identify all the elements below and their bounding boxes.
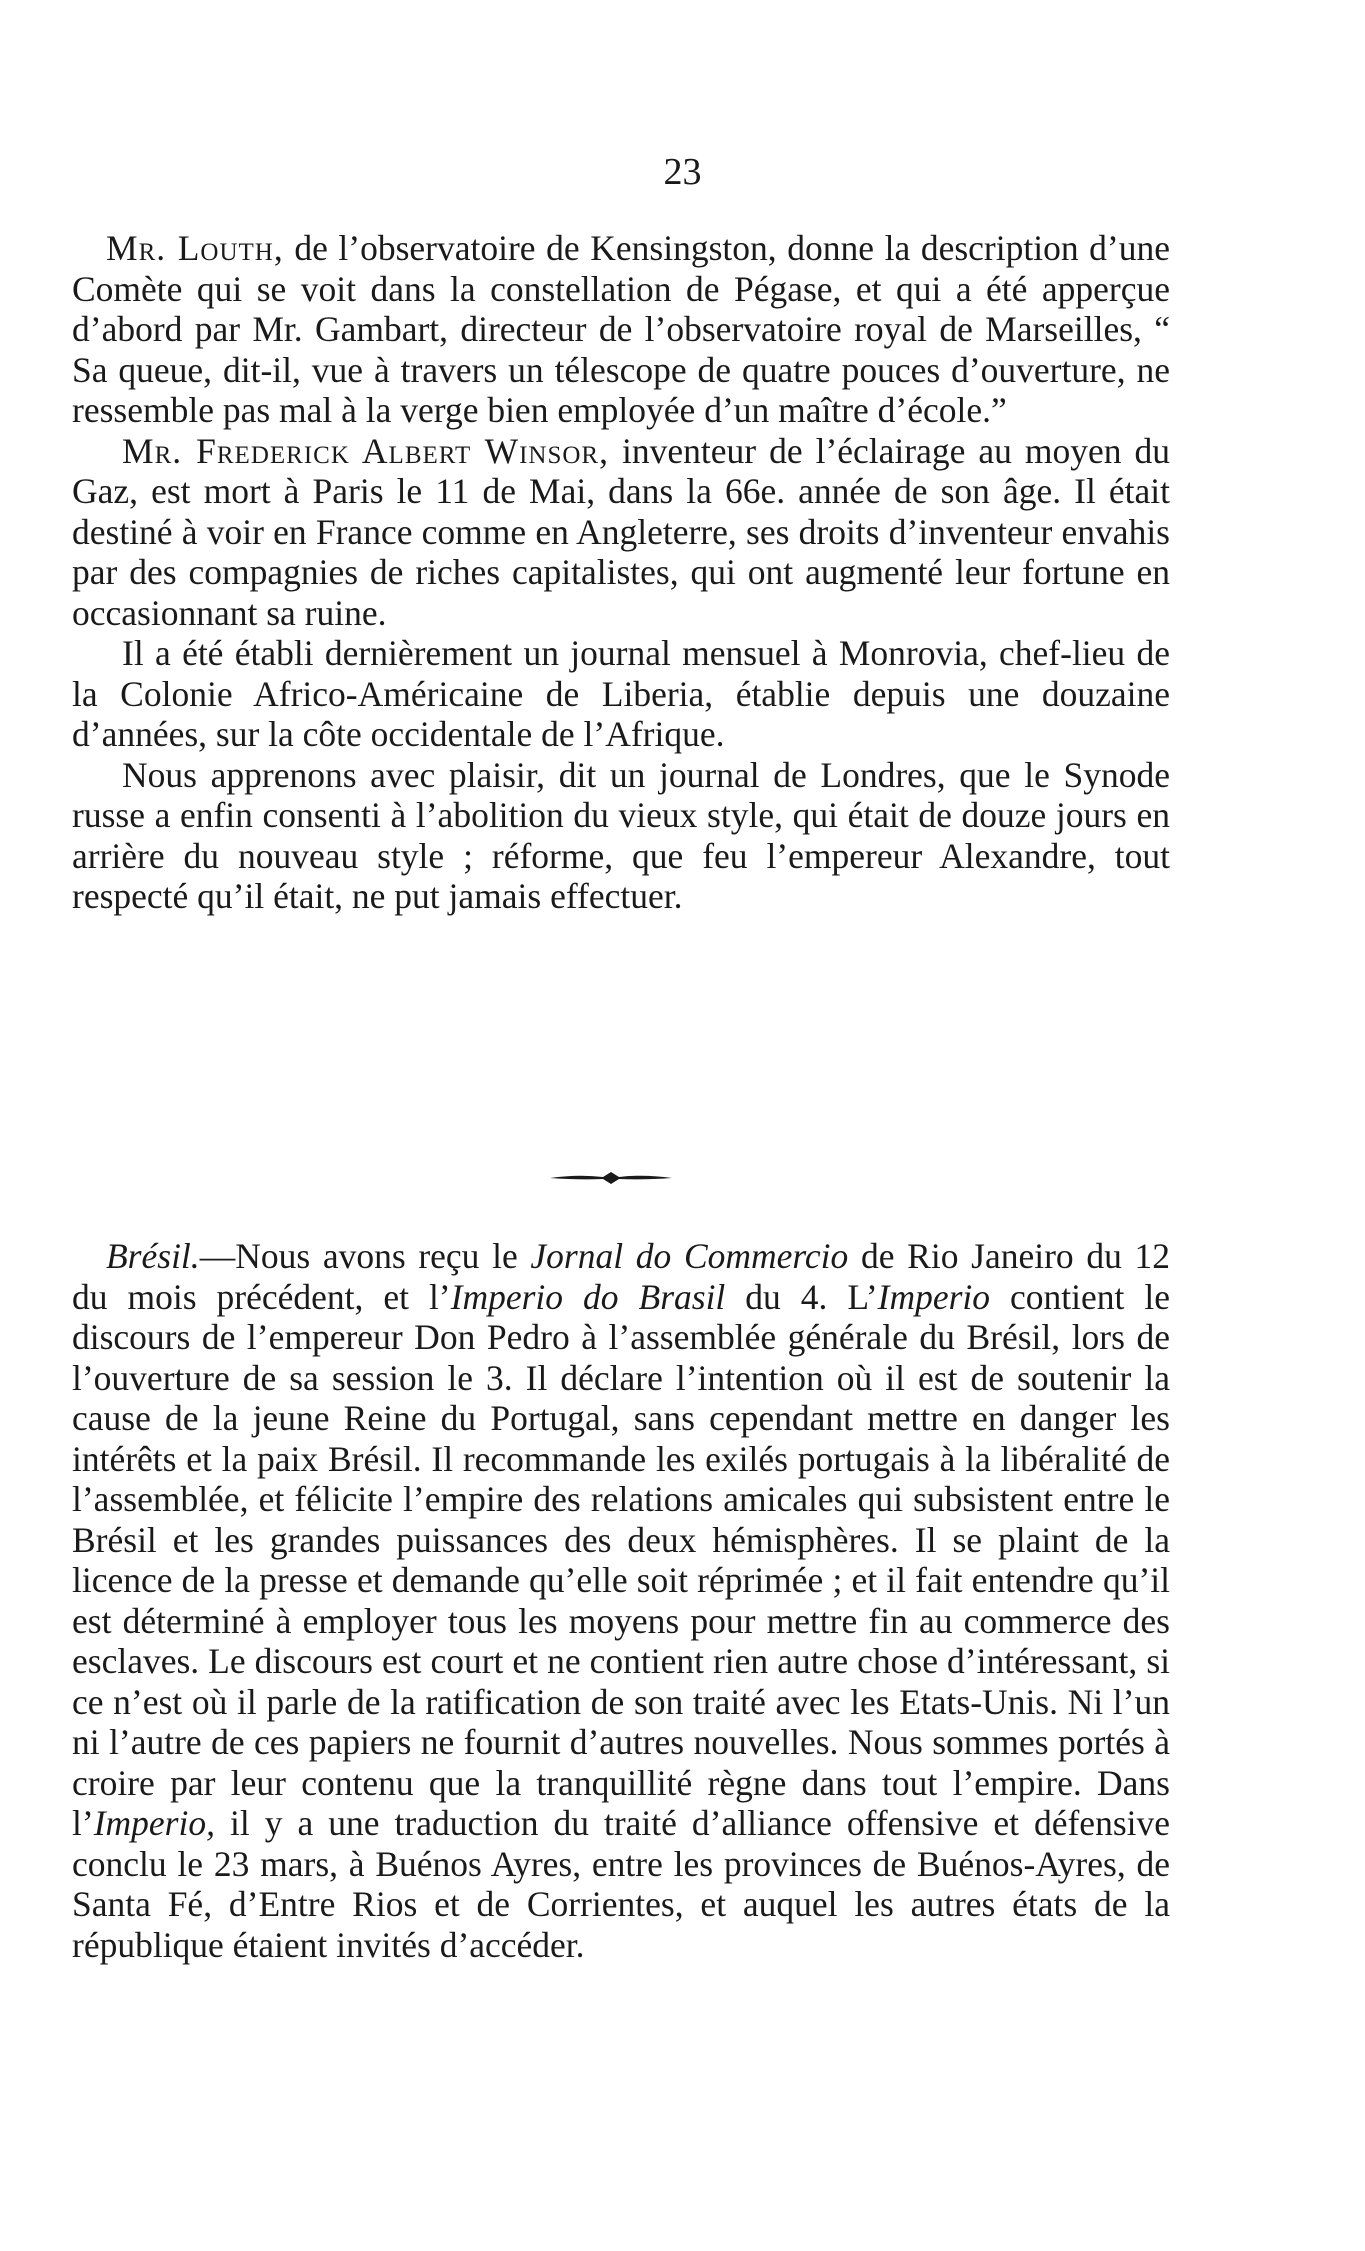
- news-section-2: [72, 1236, 1170, 1965]
- newspaper-title-imperio-2: Imperio,: [93, 1803, 215, 1843]
- paragraph-text: de l’observatoire de Kensingston, donne la description d’une Comète qui se voit dans la constellation de Pégase, et qui a été apperçue d’abord par Mr. Gambart, directeur de l’observatoire royal de Marseilles, “ Sa queue, dit-il, vue à travers un télescope de quatre pouces d’ouverture, ne ressemble pas mal à la verge bien employée d’un maître d’école.”: [72, 228, 1170, 430]
- newspaper-title-imperio: Imperio: [877, 1276, 991, 1317]
- section-divider-ornament: [548, 1168, 674, 1188]
- paragraph-bresil: Brésil.—Nous avons reçu le Jornal do Commercio de Rio Janeiro du 12 du mois précédent, et l’Imperio do Brasil du 4. L’Imperio contient le discours de l’empereur Don Pedro à l’assemblée générale du Brésil, lors de l’ouverture de sa session le 3. Il déclare l’intention où il est de soutenir la cause de la jeune Reine du Portugal, sans cependant mettre en danger les intérêts et la paix Brésil. Il recommande les exilés portugais à la libéralité de l’assemblée, et félicite l’empire des relations amicales qui subsistent entre le Brésil et les grandes puissances des deux hémisphères. Il se plaint de la licence de la presse et demande qu’elle soit réprimée ; et il fait entendre qu’il est déterminé à employer tous les moyens pour mettre fin au commerce des esclaves. Le discours est court et ne contient rien autre chose d’intéressant, si ce n’est où il parle de la ratification de son traité avec les Etats-Unis. Ni l’un ni l’autre de ces papiers ne fournit d’autres nouvelles. Nous sommes portés à croire par leur contenu que la tranquillité règne dans tout l’empire. Dans l’Imperio, il y a une traduction du traité d’alliance offensive et défensive conclu le 23 mars, à Buénos Ayres, entre les provinces de Buénos-Ayres, de Santa Fé, d’Entre Rios et de Corrientes, et auquel les autres états de la république étaient invités d’accéder.: [72, 1236, 1171, 1965]
- name-louth: Mr. Louth,: [106, 228, 284, 268]
- paragraph-monrovia: Il a été établi dernièrement un journal mensuel à Monrovia, chef-lieu de la Colonie Africo-Américaine de Liberia, établie depuis une douzaine d’années, sur la côte occidentale de l’Afrique.: [72, 633, 1170, 754]
- news-section-1: [72, 228, 1170, 917]
- paragraph-text: inventeur de l’éclairage au moyen du Gaz, est mort à Paris le 11 de Mai, dans la 66e. année de son âge. Il était destiné à voir en France comme en Angleterre, ses droits d’inventeur envahis par des compagnies de riches capitalistes, qui ont augmenté leur fortune en occasionnant sa ruine.: [72, 430, 1170, 633]
- paragraph-winsor: [72, 431, 1170, 634]
- name-winsor: Mr. Frederick Albert Winsor,: [122, 430, 609, 471]
- newspaper-title-imperio-brasil: Imperio do Brasil: [450, 1276, 726, 1317]
- paragraph-louth: [72, 228, 1170, 431]
- newspaper-title-jornal: Jornal do Commercio: [530, 1236, 849, 1276]
- paragraph-synode: Nous apprenons avec plaisir, dit un journal de Londres, que le Synode russe a enfin consenti à l’abolition du vieux style, qui était de douze jours en arrière du nouveau style ; réforme, que feu l’empereur Alexandre, tout respecté qu’il était, ne put jamais effectuer.: [72, 754, 1170, 916]
- page-number: 23: [663, 151, 702, 193]
- heading-bresil: Brésil.: [106, 1236, 200, 1276]
